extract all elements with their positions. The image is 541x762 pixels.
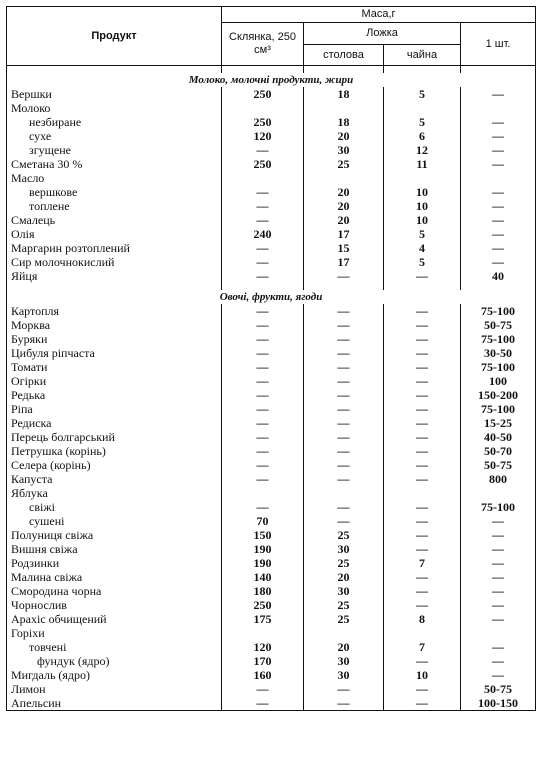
table-row: [7, 269, 536, 283]
table-spoon-value: 20: [304, 199, 384, 213]
spacer-cell: [461, 66, 536, 74]
measures-table: [6, 6, 536, 711]
table-spoon-value: 30: [304, 654, 384, 668]
tea-spoon-value: —: [384, 682, 461, 696]
glass-value: 180: [222, 584, 304, 598]
table-row: [7, 570, 536, 584]
product-name: Чорнослив: [7, 598, 222, 612]
spacer-cell: [384, 66, 461, 74]
section-heading-row: [7, 73, 536, 87]
piece-value: 75-100: [461, 500, 536, 514]
table-spoon-value: 17: [304, 227, 384, 241]
table-spoon-value: —: [304, 514, 384, 528]
table-spoon-value: —: [304, 444, 384, 458]
product-name: Буряки: [7, 332, 222, 346]
table-spoon-value: 20: [304, 213, 384, 227]
table-header: [7, 7, 536, 66]
piece-value: 75-100: [461, 332, 536, 346]
glass-value: —: [222, 213, 304, 227]
piece-value: 15-25: [461, 416, 536, 430]
spacer-cell: [304, 283, 384, 290]
table-row: [7, 255, 536, 269]
glass-value: [222, 486, 304, 500]
glass-value: —: [222, 388, 304, 402]
table-row: [7, 115, 536, 129]
table-spoon-value: 25: [304, 612, 384, 626]
table-spoon-value: —: [304, 696, 384, 711]
glass-value: 190: [222, 556, 304, 570]
piece-value: —: [461, 255, 536, 269]
product-name: вершкове: [7, 185, 222, 199]
table-row: [7, 101, 536, 115]
table-row: [7, 157, 536, 171]
piece-value: 50-75: [461, 458, 536, 472]
tea-spoon-value: 10: [384, 668, 461, 682]
piece-value: —: [461, 584, 536, 598]
table-row: [7, 472, 536, 486]
header-product: Продукт: [7, 7, 222, 66]
table-spoon-value: [304, 171, 384, 185]
product-name: Арахіс обчищений: [7, 612, 222, 626]
piece-value: —: [461, 241, 536, 255]
tea-spoon-value: 7: [384, 640, 461, 654]
table-spoon-value: 30: [304, 143, 384, 157]
product-name: Полуниця свіжа: [7, 528, 222, 542]
glass-value: [222, 626, 304, 640]
table-row: [7, 360, 536, 374]
tea-spoon-value: —: [384, 528, 461, 542]
tea-spoon-value: [384, 101, 461, 115]
product-name: Смалець: [7, 213, 222, 227]
tea-spoon-value: —: [384, 584, 461, 598]
product-name: незбиране: [7, 115, 222, 129]
tea-spoon-value: —: [384, 472, 461, 486]
glass-value: —: [222, 682, 304, 696]
product-name: Цибуля ріпчаста: [7, 346, 222, 360]
table-spoon-value: 25: [304, 598, 384, 612]
piece-value: —: [461, 213, 536, 227]
product-name: Мигдаль (ядро): [7, 668, 222, 682]
glass-value: —: [222, 241, 304, 255]
piece-value: —: [461, 612, 536, 626]
tea-spoon-value: [384, 626, 461, 640]
glass-value: 250: [222, 598, 304, 612]
table-spoon-value: —: [304, 374, 384, 388]
tea-spoon-value: 10: [384, 199, 461, 213]
spacer-cell: [384, 283, 461, 290]
glass-value: —: [222, 346, 304, 360]
piece-value: 40-50: [461, 430, 536, 444]
header-piece: 1 шт.: [461, 23, 536, 66]
piece-value: —: [461, 143, 536, 157]
table-spoon-value: 17: [304, 255, 384, 269]
product-name: товчені: [7, 640, 222, 654]
piece-value: —: [461, 115, 536, 129]
spacer-cell: [304, 66, 384, 74]
glass-value: 250: [222, 87, 304, 101]
table-spoon-value: —: [304, 416, 384, 430]
table-row: [7, 332, 536, 346]
glass-value: —: [222, 402, 304, 416]
glass-value: 70: [222, 514, 304, 528]
piece-value: 75-100: [461, 304, 536, 318]
glass-value: —: [222, 472, 304, 486]
tea-spoon-value: —: [384, 444, 461, 458]
table-spoon-value: —: [304, 304, 384, 318]
glass-value: —: [222, 696, 304, 711]
tea-spoon-value: —: [384, 269, 461, 283]
piece-value: 40: [461, 269, 536, 283]
tea-spoon-value: [384, 171, 461, 185]
tea-spoon-value: [384, 486, 461, 500]
piece-value: 50-70: [461, 444, 536, 458]
piece-value: 100-150: [461, 696, 536, 711]
product-name: згущене: [7, 143, 222, 157]
tea-spoon-value: 12: [384, 143, 461, 157]
product-name: Сметана 30 %: [7, 157, 222, 171]
table-row: [7, 696, 536, 711]
table-spoon-value: —: [304, 318, 384, 332]
piece-value: —: [461, 227, 536, 241]
table-row: [7, 374, 536, 388]
table-row: [7, 304, 536, 318]
piece-value: —: [461, 570, 536, 584]
table-row: [7, 171, 536, 185]
glass-value: —: [222, 318, 304, 332]
header-table-spoon: столова: [304, 45, 384, 66]
table-spoon-value: [304, 626, 384, 640]
table-row: [7, 430, 536, 444]
table-spoon-value: 30: [304, 584, 384, 598]
product-name: Горіхи: [7, 626, 222, 640]
table-row: [7, 528, 536, 542]
glass-value: 160: [222, 668, 304, 682]
product-name: Маргарин розтоплений: [7, 241, 222, 255]
table-spoon-value: —: [304, 360, 384, 374]
tea-spoon-value: —: [384, 374, 461, 388]
piece-value: —: [461, 157, 536, 171]
tea-spoon-value: —: [384, 332, 461, 346]
tea-spoon-value: —: [384, 514, 461, 528]
table-spoon-value: —: [304, 402, 384, 416]
table-spoon-value: —: [304, 269, 384, 283]
header-spoon: Ложка: [304, 23, 461, 45]
table-row: [7, 241, 536, 255]
glass-value: —: [222, 360, 304, 374]
spacer-cell: [461, 283, 536, 290]
section-title: Молоко, молочні продукти, жири: [7, 73, 536, 87]
spacer-cell: [222, 66, 304, 74]
table-spoon-value: 25: [304, 556, 384, 570]
table-row: [7, 143, 536, 157]
table-row: [7, 416, 536, 430]
piece-value: —: [461, 87, 536, 101]
product-name: Масло: [7, 171, 222, 185]
glass-value: [222, 171, 304, 185]
piece-value: 30-50: [461, 346, 536, 360]
glass-value: 250: [222, 157, 304, 171]
table-spoon-value: —: [304, 346, 384, 360]
table-row: [7, 87, 536, 101]
glass-value: —: [222, 430, 304, 444]
header-glass: Склянка, 250 см³: [222, 23, 304, 66]
table-spoon-value: 20: [304, 185, 384, 199]
product-name: Петрушка (корінь): [7, 444, 222, 458]
piece-value: 800: [461, 472, 536, 486]
tea-spoon-value: —: [384, 500, 461, 514]
product-name: Огірки: [7, 374, 222, 388]
glass-value: 250: [222, 115, 304, 129]
table-spoon-value: 20: [304, 129, 384, 143]
tea-spoon-value: —: [384, 542, 461, 556]
piece-value: —: [461, 598, 536, 612]
product-name: Картопля: [7, 304, 222, 318]
product-name: Перець болгарський: [7, 430, 222, 444]
table-row: [7, 556, 536, 570]
tea-spoon-value: 8: [384, 612, 461, 626]
table-spoon-value: 20: [304, 570, 384, 584]
glass-value: 170: [222, 654, 304, 668]
tea-spoon-value: —: [384, 696, 461, 711]
table-row: [7, 654, 536, 668]
glass-value: —: [222, 416, 304, 430]
product-name: Вишня свіжа: [7, 542, 222, 556]
piece-value: 150-200: [461, 388, 536, 402]
piece-value: [461, 486, 536, 500]
table-spoon-value: —: [304, 388, 384, 402]
table-spoon-value: 15: [304, 241, 384, 255]
header-mass: Маса,г: [222, 7, 536, 23]
table-row: [7, 227, 536, 241]
table-row: [7, 612, 536, 626]
table-row: [7, 584, 536, 598]
table-spoon-value: 30: [304, 668, 384, 682]
table-spoon-value: 25: [304, 157, 384, 171]
table-row: [7, 199, 536, 213]
table-row: [7, 185, 536, 199]
piece-value: —: [461, 668, 536, 682]
piece-value: —: [461, 185, 536, 199]
product-name: Редька: [7, 388, 222, 402]
glass-value: 140: [222, 570, 304, 584]
glass-value: —: [222, 269, 304, 283]
tea-spoon-value: —: [384, 598, 461, 612]
table-spoon-value: —: [304, 430, 384, 444]
tea-spoon-value: 6: [384, 129, 461, 143]
piece-value: 75-100: [461, 360, 536, 374]
section-title: Овочі, фрукти, ягоди: [7, 290, 536, 304]
glass-value: —: [222, 143, 304, 157]
product-name: фундук (ядро): [7, 654, 222, 668]
glass-value: —: [222, 444, 304, 458]
glass-value: 175: [222, 612, 304, 626]
tea-spoon-value: —: [384, 654, 461, 668]
tea-spoon-value: —: [384, 346, 461, 360]
table-row: [7, 486, 536, 500]
table-row: [7, 388, 536, 402]
table-row: [7, 598, 536, 612]
glass-value: —: [222, 255, 304, 269]
spacer-cell: [7, 283, 222, 290]
tea-spoon-value: —: [384, 318, 461, 332]
tea-spoon-value: 10: [384, 185, 461, 199]
glass-value: 240: [222, 227, 304, 241]
product-name: Селера (корінь): [7, 458, 222, 472]
glass-value: 150: [222, 528, 304, 542]
glass-value: 120: [222, 129, 304, 143]
product-name: Яйця: [7, 269, 222, 283]
table-row: [7, 626, 536, 640]
table-row: [7, 346, 536, 360]
piece-value: —: [461, 654, 536, 668]
piece-value: —: [461, 129, 536, 143]
tea-spoon-value: 7: [384, 556, 461, 570]
table-spoon-value: 20: [304, 640, 384, 654]
piece-value: [461, 171, 536, 185]
table-row: [7, 402, 536, 416]
glass-value: [222, 101, 304, 115]
glass-value: 120: [222, 640, 304, 654]
product-name: Смородина чорна: [7, 584, 222, 598]
product-name: Сир молочнокислий: [7, 255, 222, 269]
tea-spoon-value: —: [384, 458, 461, 472]
table-spoon-value: [304, 486, 384, 500]
product-name: Родзинки: [7, 556, 222, 570]
product-name: свіжі: [7, 500, 222, 514]
product-name: Редиска: [7, 416, 222, 430]
table-spoon-value: 30: [304, 542, 384, 556]
product-name: Томати: [7, 360, 222, 374]
product-name: топлене: [7, 199, 222, 213]
tea-spoon-value: 5: [384, 227, 461, 241]
table-row: [7, 500, 536, 514]
piece-value: —: [461, 199, 536, 213]
glass-value: 190: [222, 542, 304, 556]
table-spoon-value: [304, 101, 384, 115]
table-row: [7, 682, 536, 696]
product-name: сухе: [7, 129, 222, 143]
piece-value: 75-100: [461, 402, 536, 416]
tea-spoon-value: 5: [384, 255, 461, 269]
product-name: Апельсин: [7, 696, 222, 711]
piece-value: —: [461, 640, 536, 654]
document-page: [6, 6, 535, 711]
section-heading-row: [7, 290, 536, 304]
tea-spoon-value: —: [384, 388, 461, 402]
product-name: Малина свіжа: [7, 570, 222, 584]
table-row: [7, 318, 536, 332]
piece-value: [461, 626, 536, 640]
piece-value: 50-75: [461, 682, 536, 696]
tea-spoon-value: —: [384, 570, 461, 584]
table-row: [7, 542, 536, 556]
tea-spoon-value: —: [384, 430, 461, 444]
table-row: [7, 514, 536, 528]
tea-spoon-value: 11: [384, 157, 461, 171]
table-spoon-value: —: [304, 682, 384, 696]
table-row: [7, 640, 536, 654]
tea-spoon-value: —: [384, 402, 461, 416]
piece-value: —: [461, 528, 536, 542]
glass-value: —: [222, 332, 304, 346]
spacer-cell: [7, 66, 222, 74]
header-tea-spoon: чайна: [384, 45, 461, 66]
product-name: Олія: [7, 227, 222, 241]
table-row: [7, 458, 536, 472]
product-name: Морква: [7, 318, 222, 332]
table-body: [7, 66, 536, 711]
product-name: сушені: [7, 514, 222, 528]
table-spoon-value: —: [304, 500, 384, 514]
glass-value: —: [222, 304, 304, 318]
product-name: Яблука: [7, 486, 222, 500]
table-spoon-value: —: [304, 458, 384, 472]
table-spoon-value: 18: [304, 115, 384, 129]
piece-value: —: [461, 556, 536, 570]
table-row: [7, 129, 536, 143]
tea-spoon-value: —: [384, 416, 461, 430]
product-name: Ріпа: [7, 402, 222, 416]
piece-value: [461, 101, 536, 115]
table-row: [7, 668, 536, 682]
piece-value: 100: [461, 374, 536, 388]
glass-value: —: [222, 500, 304, 514]
product-name: Вершки: [7, 87, 222, 101]
table-row: [7, 444, 536, 458]
tea-spoon-value: —: [384, 360, 461, 374]
table-spoon-value: —: [304, 472, 384, 486]
tea-spoon-value: —: [384, 304, 461, 318]
tea-spoon-value: 5: [384, 115, 461, 129]
table-spoon-value: 18: [304, 87, 384, 101]
piece-value: —: [461, 542, 536, 556]
product-name: Капуста: [7, 472, 222, 486]
product-name: Молоко: [7, 101, 222, 115]
spacer-row: [7, 66, 536, 74]
piece-value: —: [461, 514, 536, 528]
glass-value: —: [222, 185, 304, 199]
glass-value: —: [222, 374, 304, 388]
table-spoon-value: —: [304, 332, 384, 346]
tea-spoon-value: 4: [384, 241, 461, 255]
spacer-row: [7, 283, 536, 290]
spacer-cell: [222, 283, 304, 290]
piece-value: 50-75: [461, 318, 536, 332]
table-spoon-value: 25: [304, 528, 384, 542]
glass-value: —: [222, 199, 304, 213]
glass-value: —: [222, 458, 304, 472]
table-row: [7, 213, 536, 227]
tea-spoon-value: 5: [384, 87, 461, 101]
product-name: Лимон: [7, 682, 222, 696]
tea-spoon-value: 10: [384, 213, 461, 227]
